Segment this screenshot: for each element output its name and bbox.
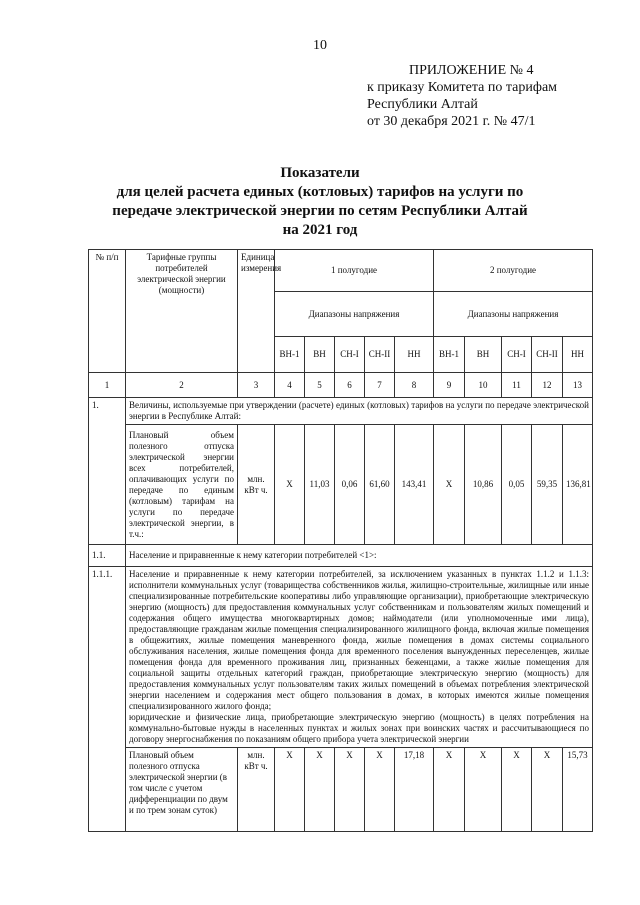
row-1-value: 0,06	[335, 425, 365, 545]
column-number: 12	[532, 373, 563, 398]
header-half-2: 2 полугодие	[434, 250, 593, 292]
column-number: 11	[502, 373, 532, 398]
page-number: 10	[313, 38, 327, 53]
row-1-value: 11,03	[305, 425, 335, 545]
row-2-value: Х	[434, 748, 465, 832]
row-2-value: Х	[305, 748, 335, 832]
title-line-2: для целей расчета единых (котловых) тарифов на услуги по	[116, 184, 524, 200]
column-number: 1	[89, 373, 126, 398]
row-2-value: Х	[502, 748, 532, 832]
row-1-value: 10,86	[465, 425, 502, 545]
appendix-line-3: Республики Алтай	[367, 97, 478, 112]
header-ranges-1: Диапазоны напряжения	[275, 292, 434, 337]
row-1-value: 59,35	[532, 425, 563, 545]
column-number: 9	[434, 373, 465, 398]
header-half-1: 1 полугодие	[275, 250, 434, 292]
row-2-value: Х	[275, 748, 305, 832]
voltage-header: ВН	[465, 337, 502, 373]
appendix-line-1: ПРИЛОЖЕНИЕ № 4	[409, 63, 534, 78]
header-group: Тарифные группы потребителей электрической энергии (мощности)	[126, 250, 238, 373]
row-2-value: Х	[365, 748, 395, 832]
voltage-header: СН-I	[335, 337, 365, 373]
column-number: 6	[335, 373, 365, 398]
column-number: 7	[365, 373, 395, 398]
row-1-value: 0,05	[502, 425, 532, 545]
section-1-1-1-paragraph-1: Население и приравненные к нему категории потребителей, за исключением указанных в пунктах 1.1.2 и 1.1.3: исполнители коммунальных услуг (товарищества собственников жилья, жилищно-строительные, жилищные или иные специализированные потребительские кооперативы либо управляющие организации), приобретающие электрическую энергию (мощность) для предоставления коммунальных услуг собственникам и пользователям жилых помещений и содержания общего имущества многоквартирных домов; наймодатели (или уполномоченные ими лица), предоставляющие гражданам жилые помещения специализированного жилищного фонда, включая жилые помещения в общежитиях, жилые помещения маневренного фонда, жилые помещения в домах системы социального обслуживания населения, жилые помещения фонда для временного поселения вынужденных переселенцев, жилые помещения фонда для временного проживания лиц, признанных беженцами, а также жилые помещения для социальной защиты отдельных категорий граждан, приобретающие электрическую энергию (мощность) для предоставления коммунальных услуг пользователям таких жилых помещений в объемах потребления электрической энергии населением и содержания мест общего пользования в домах, в которых имеются жилые помещения специализированного жилого фонда;	[129, 569, 589, 711]
row-1-label: Плановый объем полезного отпуска электрической энергии всех потребителей, оплачивающих услуги по передаче по единым (котловым) тарифам на услуги по передаче электрической энергии, в т.ч.:	[126, 425, 238, 545]
document-title	[0, 164, 640, 240]
row-2-value: 17,18	[395, 748, 434, 832]
title-line-4: на 2021 год	[282, 222, 358, 238]
section-1-1-1-paragraph-2: юридические и физические лица, приобретающие электрическую энергию (мощность) в целях потребления на коммунально-бытовые нужды в населенных пунктах и жилых зонах при воинских частях и рассчитывающиеся по договору энергоснабжения по показаниям общего прибора учета электрической энергии	[129, 712, 589, 744]
header-unit: Единица измерения	[238, 250, 275, 373]
column-number: 4	[275, 373, 305, 398]
section-1-1-1-text	[126, 567, 593, 748]
voltage-header: НН	[395, 337, 434, 373]
voltage-header: ВН-1	[275, 337, 305, 373]
row-1-value: Х	[275, 425, 305, 545]
title-line-3: передаче электрической энергии по сетям Республики Алтай	[112, 203, 528, 219]
row-1-value: Х	[434, 425, 465, 545]
row-2-value: Х	[465, 748, 502, 832]
column-number: 10	[465, 373, 502, 398]
row-1-value: 136,81	[563, 425, 593, 545]
appendix-line-4: от 30 декабря 2021 г. № 47/1	[367, 114, 536, 129]
voltage-header: НН	[563, 337, 593, 373]
column-number: 8	[395, 373, 434, 398]
column-number: 13	[563, 373, 593, 398]
header-ranges-2: Диапазоны напряжения	[434, 292, 593, 337]
voltage-header: ВН	[305, 337, 335, 373]
row-2-unit: млн. кВт ч.	[238, 748, 275, 832]
indicators-table	[88, 249, 593, 832]
section-1-text: Величины, используемые при утверждении (расчете) единых (котловых) тарифов на услуги по передаче электрической энергии в Республике Алтай:	[126, 398, 593, 425]
appendix-block	[367, 62, 557, 130]
column-number: 3	[238, 373, 275, 398]
row-1-unit: млн. кВт ч.	[238, 425, 275, 545]
section-1-1-num: 1.1.	[89, 545, 126, 567]
row-2-value: 15,73	[563, 748, 593, 832]
title-line-1: Показатели	[280, 165, 360, 181]
voltage-header: ВН-1	[434, 337, 465, 373]
row-2-label: Плановый объем полезного отпуска электрической энергии (в том числе с учетом дифференциации по двум и по трем зонам суток)	[126, 748, 238, 832]
section-1-1-text: Население и приравненные к нему категории потребителей <1>:	[126, 545, 593, 567]
header-num: № п/п	[89, 250, 126, 373]
voltage-header: СН-I	[502, 337, 532, 373]
row-1-value: 143,41	[395, 425, 434, 545]
row-2-value: Х	[532, 748, 563, 832]
row-1-value: 61,60	[365, 425, 395, 545]
section-1-num: 1.	[89, 398, 126, 545]
column-number: 5	[305, 373, 335, 398]
column-number: 2	[126, 373, 238, 398]
section-1-1-1-num: 1.1.1.	[89, 567, 126, 832]
row-2-value: Х	[335, 748, 365, 832]
appendix-line-2: к приказу Комитета по тарифам	[367, 80, 558, 95]
voltage-header: СН-II	[365, 337, 395, 373]
voltage-header: СН-II	[532, 337, 563, 373]
